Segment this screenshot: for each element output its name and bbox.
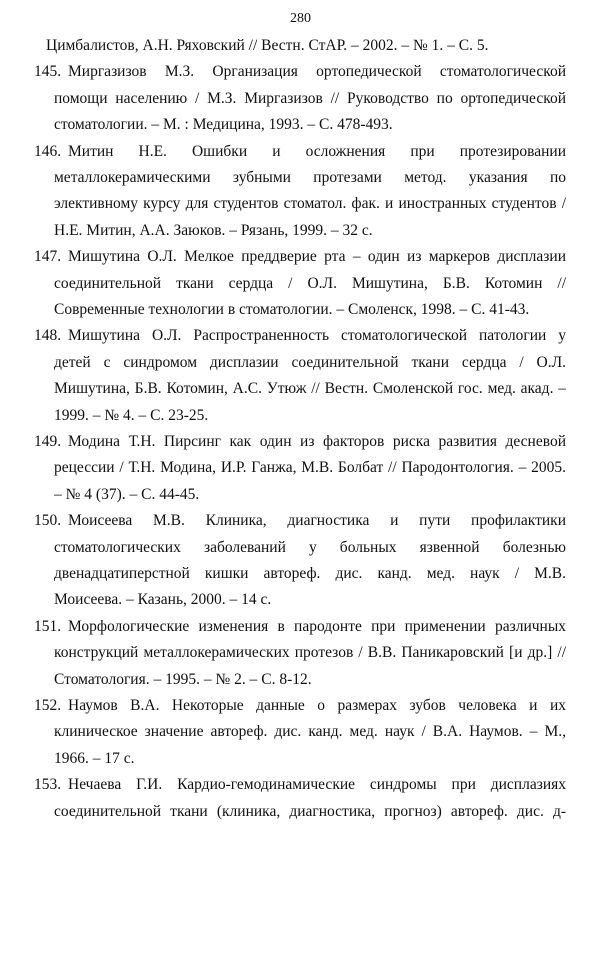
entry-number: 145. — [34, 63, 62, 81]
entry-line: Модина Т.Н. Пирсинг как один из факторов риска развития десневой — [68, 433, 566, 450]
entry-line: Мишутина О.Л. Распространенность стоматологической патологии у — [68, 327, 566, 345]
entry-number: 146. — [34, 142, 62, 160]
entry-line: 1966. – 17 с. — [54, 749, 135, 767]
entry-number: 151. — [34, 617, 62, 635]
entry-line: двенадцатиперстной кишки автореф. дис. канд. мед. наук / М.В. — [54, 565, 566, 582]
entry-number: 147. — [34, 248, 62, 266]
entry-line: стоматологии. – М. : Медицина, 1993. – С. 478-493. — [54, 116, 393, 134]
entry-line: 1999. – № 4. – С. 23-25. — [54, 406, 209, 424]
page-number: 280 — [290, 11, 311, 26]
entry-line: Мишутина О.Л. Мелкое преддверие рта – один из маркеров дисплазии — [68, 248, 566, 266]
entry-line: Наумов В.А. Некоторые данные о размерах зубов человека и их — [68, 697, 566, 714]
entry-line: Мишутина, Б.В. Котомин, А.С. Утюж // Вестн. Смоленской гос. мед. акад. – — [54, 380, 566, 398]
entry-number: 152. — [34, 697, 62, 714]
entry-line: Митин Н.Е. Ошибки и осложнения при протезировании — [68, 142, 566, 160]
entry-line: детей с синдромом дисплазии соединительной ткани сердца / О.Л. — [54, 353, 566, 371]
entry-line: Цимбалистов, А.Н. Ряховский // Вестн. СтАР. – 2002. – № 1. – С. 5. — [46, 37, 489, 54]
entry-line: Моисеева М.В. Клиника, диагностика и пути профилактики — [68, 512, 566, 530]
entry-line: соединительной ткани (клиника, диагностика, прогноз) автореф. дис. д- — [54, 802, 566, 820]
entry-number: 150. — [34, 512, 62, 530]
entry-line: рецессии / Т.Н. Модина, И.Р. Ганжа, М.В. Болбат // Пародонтология. – 2005. — [54, 459, 566, 477]
entry-number: 149. — [34, 433, 62, 450]
entry-line: элективному курсу для студентов стоматол. фак. и иностранных студентов / — [54, 195, 566, 213]
entry-line: Современные технологии в стоматологии. – Смоленск, 1998. – С. 41-43. — [54, 301, 530, 318]
entry-line: Стоматология. – 1995. – № 2. – С. 8-12. — [54, 670, 312, 688]
entry-line: соединительной ткани сердца / О.Л. Мишутина, Б.В. Котомин // — [54, 274, 566, 292]
entry-line: Моисеева. – Казань, 2000. – 14 с. — [54, 591, 272, 609]
entry-line: металлокерамическими зубными протезами метод. указания по — [54, 169, 566, 186]
entry-line: конструкций металлокерамических протезов / В.В. Паникаровский [и др.] // — [54, 644, 566, 662]
entry-line: Нечаева Г.И. Кардио-гемодинамические синдромы при дисплазиях — [68, 776, 566, 794]
entry-line: Миргазизов М.З. Организация ортопедической стоматологической — [68, 63, 566, 81]
entry-number: 148. — [34, 327, 62, 345]
entry-line: стоматологических заболеваний у больных язвенной болезнью — [54, 538, 566, 556]
entry-line: – № 4 (37). – С. 44-45. — [54, 485, 200, 503]
entry-line: помощи населению / М.З. Миргазизов // Руководство по ортопедической — [54, 89, 566, 107]
entry-line: Н.Е. Митин, А.А. Заюков. – Рязань, 1999. – 32 с. — [54, 221, 373, 239]
entry-number: 153. — [34, 776, 62, 794]
entry-line: Морфологические изменения в пародонте при применении различных — [68, 617, 566, 635]
entry-line: клиническое значение автореф. дис. канд. мед. наук / В.А. Наумов. – М., — [54, 723, 566, 741]
